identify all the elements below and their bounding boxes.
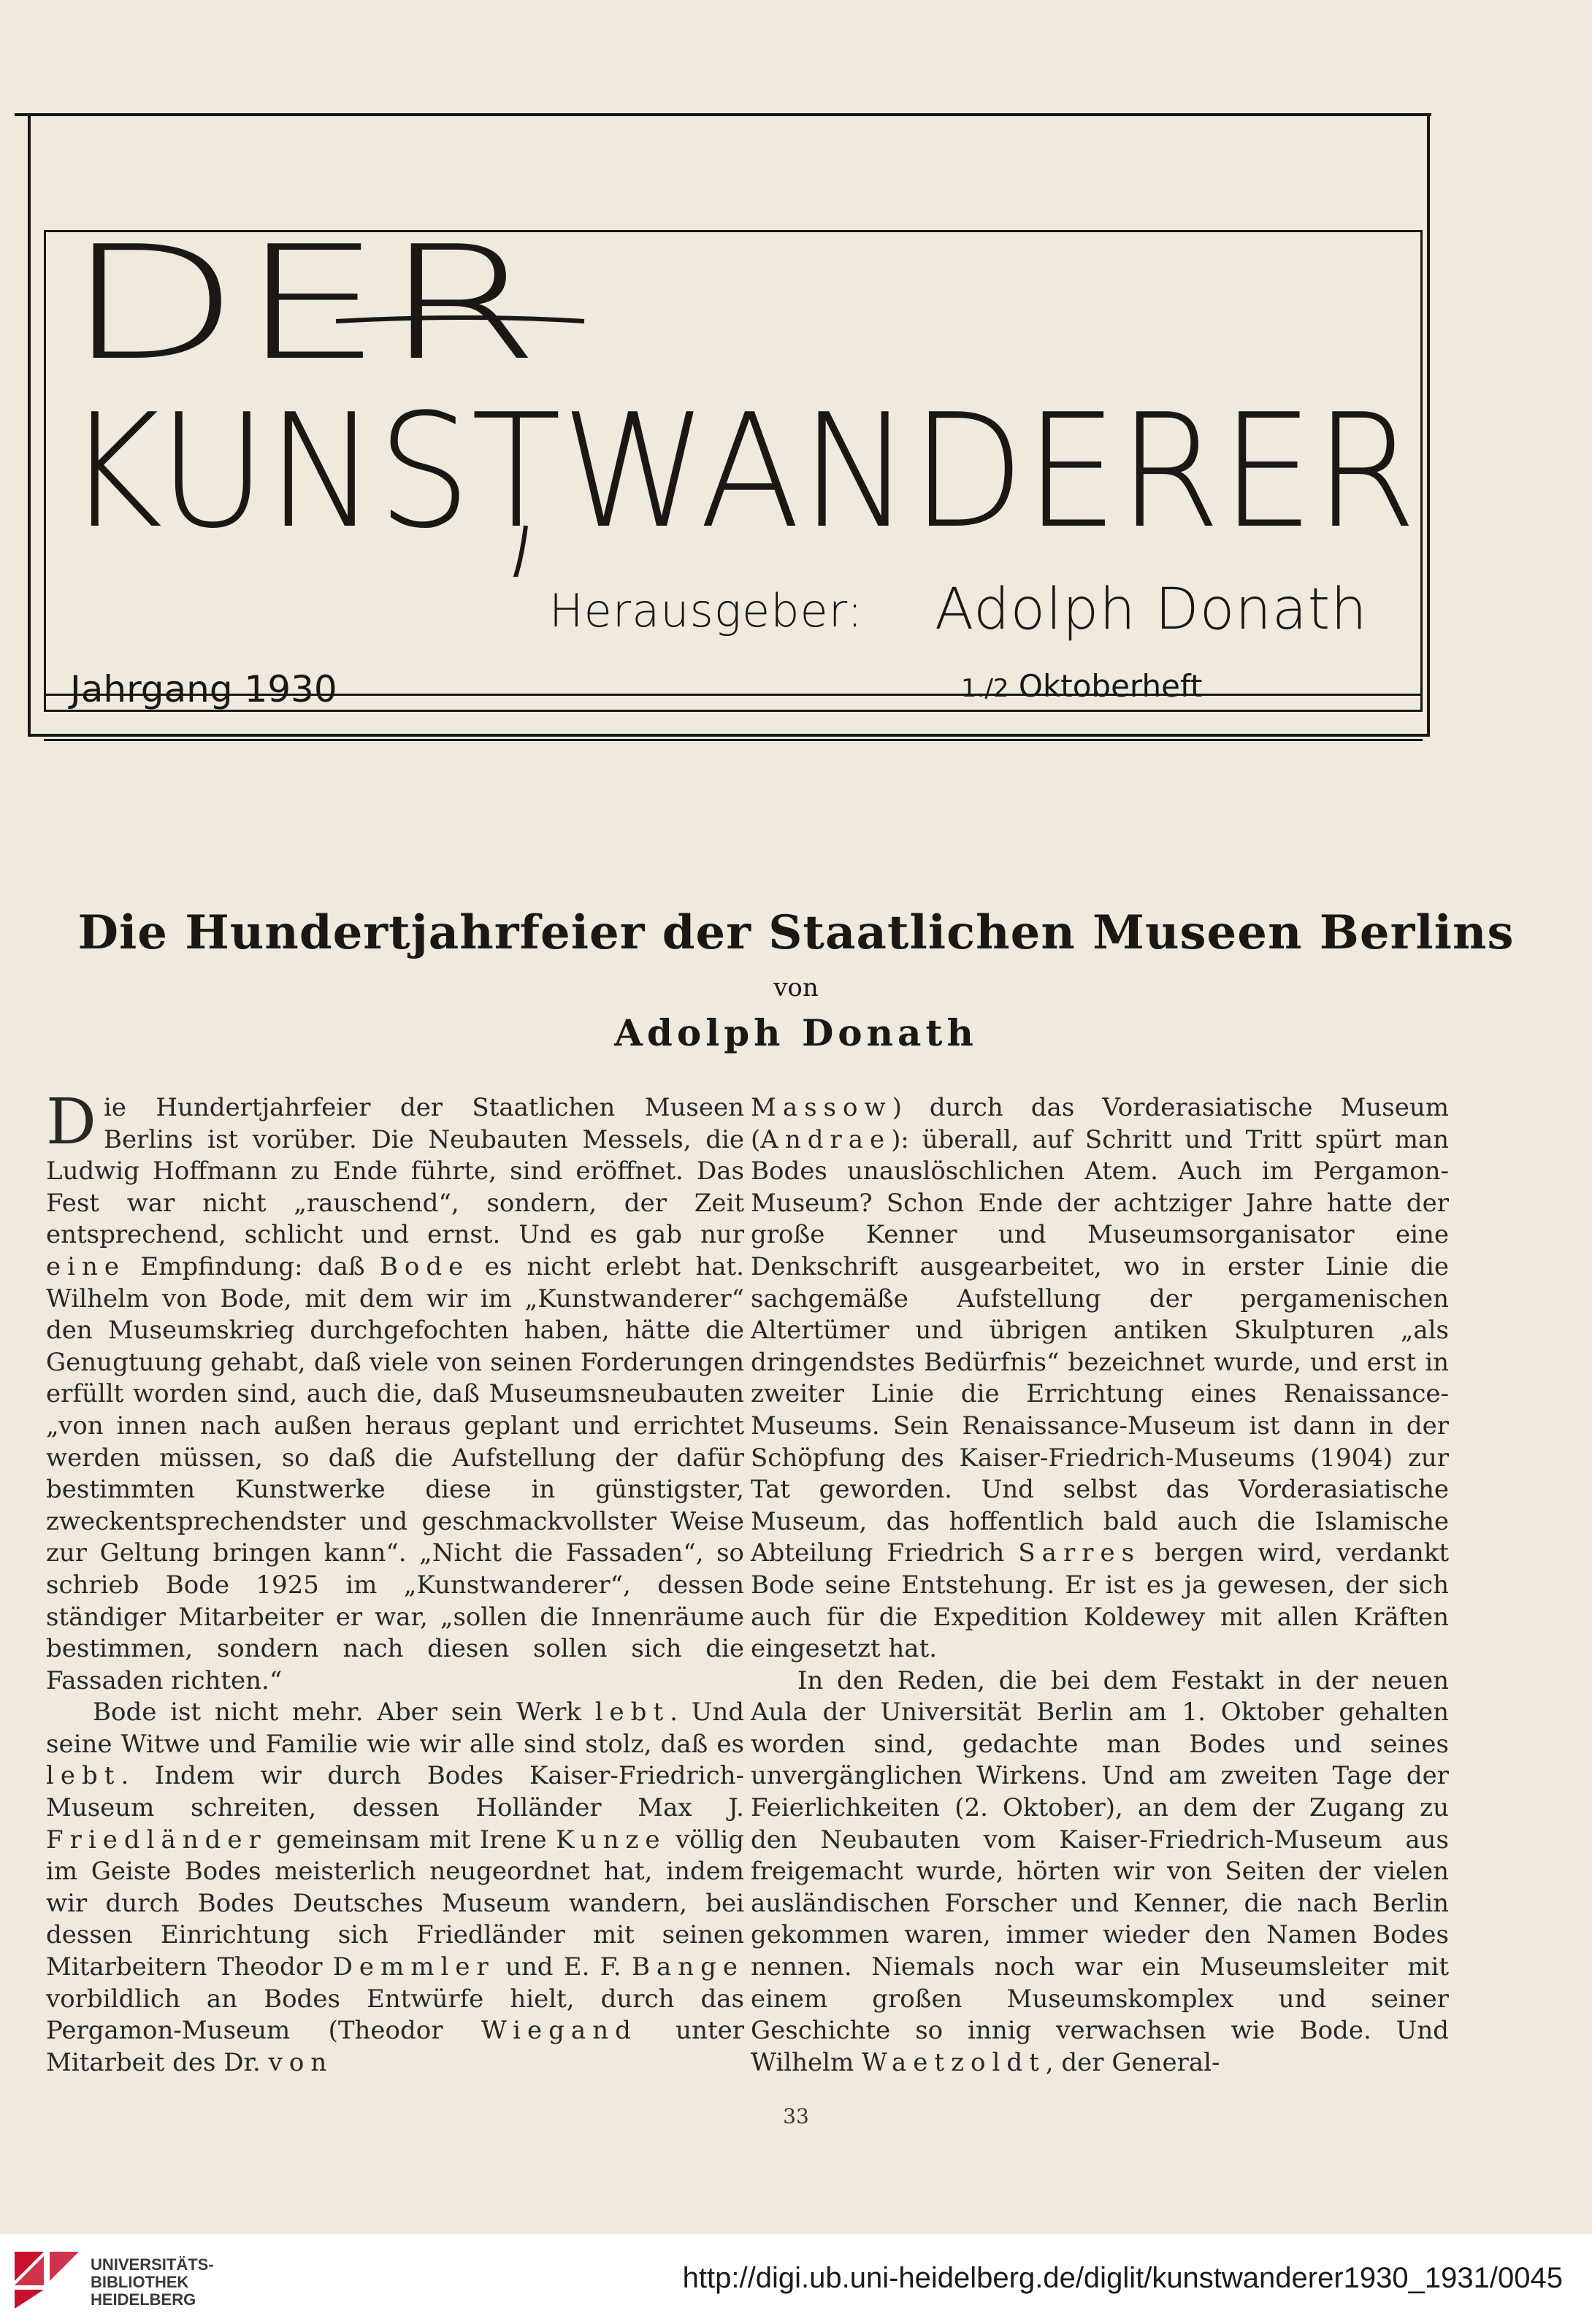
library-name: UNIVERSITÄTS- BIBLIOTHEK HEIDELBERG [91, 2255, 214, 2309]
masthead-title-line1: DER [66, 234, 540, 395]
article-author: Adolph Donath [614, 1011, 978, 1054]
publisher-name: Adolph Donath [935, 577, 1368, 643]
text-column-right [751, 1092, 1449, 2077]
byline-prefix: von [773, 973, 819, 1002]
issue-label [961, 668, 1202, 704]
masthead-title-line2: KUNSTWANDERER [66, 380, 1417, 563]
university-library-logo-icon [10, 2249, 83, 2315]
article-title: Die Hundertjahrfeier der Staatlichen Museen Berlins [77, 905, 1515, 960]
paragraph: Massow) durch das Vorderasiatische Museum (Andrae): überall, auf Schritt und Tritt spürt man Bodes unauslöschlichen Atem. Auch im Pergamon-Museum? Schon Ende der achtziger Jahre hatte der große Kenner und Museumsorganisator eine Denkschrift ausgearbeitet, wo in erster Linie die sachgemäße Aufstellung der pergamenischen Altertümer und übrigen antiken Skulpturen „als dringendstes Bedürfnis“ bezeichnet wurde, und erst in zweiter Linie die Errichtung eines Renaissance-Museums. Sein Renaissance-Museum ist dann in der Schöpfung des Kaiser-Friedrich-Museums (1904) zur Tat geworden. Und selbst das Vorderasiatische Museum, das hoffentlich bald auch die Islamische Abteilung Friedrich Sarres bergen wird, verdankt Bode seine Entstehung. Er ist es ja gewesen, der sich auch für die Expedition Koldewey mit allen Kräften eingesetzt hat. [751, 1093, 1449, 1664]
page-number: 33 [783, 2104, 809, 2128]
paragraph: Die Hundertjahrfeier der Staatlichen Museen Berlins ist vorüber. Die Neubauten Messels, die Ludwig Hoffmann zu Ende führte, sind eröffnet. Das Fest war nicht „rauschend“, sondern, der Zeit entsprechend, schlicht und ernst. Und es gab nur eine Empfindung: daß Bode es nicht erlebt hat. Wilhelm von Bode, mit dem wir im „Kunstwanderer“ den Museumskrieg durchgefochten haben, hätte die Genugtuung gehabt, daß viele von seinen Forderungen erfüllt worden sind, auch die, daß Museumsneubauten „von innen nach außen heraus geplant und errichtet werden müssen, so daß die Aufstellung der dafür bestimmten Kunstwerke diese in günstigster, zweckentsprechendster und geschmackvollster Weise zur Geltung bringen kann“. „Nicht die Fassaden“, so schrieb Bode 1925 im „Kunstwanderer“, dessen ständiger Mitarbeiter er war, „sollen die Innenräume bestimmen, sondern nach diesen sollen sich die Fassaden richten.“ [46, 1086, 744, 1695]
masthead-bottom-rule [44, 739, 1423, 741]
issue-month: Oktoberheft [1018, 668, 1203, 704]
paragraph: Bode ist nicht mehr. Aber sein Werk lebt. Und seine Witwe und Familie wie wir alle sind stolz, daß es lebt. Indem wir durch Bodes Kaiser-Friedrich-Museum schreiten, dessen Holländer Max J. Friedländer gemeinsam mit Irene Kunze völlig im Geiste Bodes meisterlich neugeordnet hat, indem wir durch Bodes Deutsches Museum wandern, bei dessen Einrichtung sich Friedländer mit seinen Mitarbeitern Theodor Demmler und E. F. Bange vorbildlich an Bodes Entwürfe hielt, durch das Pergamon-Museum (Theodor Wiegand unter Mitarbeit des Dr. von [46, 1698, 744, 2077]
text-column-left [46, 1086, 744, 2077]
publisher-label: Herausgeber: [549, 584, 863, 637]
issue-number: 1./2 [961, 674, 1009, 703]
paragraph: In den Reden, die bei dem Festakt in der neuen Aula der Universität Berlin am 1. Oktober gehalten worden sind, gedachte man Bodes und seines unvergänglichen Wirkens. Und am zweiten Tage der Feierlichkeiten (2. Oktober), an dem der Zugang zu den Neubauten vom Kaiser-Friedrich-Museum aus freigemacht wurde, hörten wir von Seiten der vielen ausländischen Forscher und Kenner, die nach Berlin gekommen waren, immer wieder den Namen Bodes nennen. Niemals noch war ein Museumsleiter mit einem großen Museumskomplex und seiner Geschichte so innig verwachsen wie Bode. Und Wilhelm Waetzoldt, der General- [751, 1665, 1449, 2077]
footer-bar [0, 2234, 1592, 2324]
masthead-title [58, 234, 1424, 577]
volume-label: Jahrgang 1930 [70, 668, 337, 710]
source-url-link[interactable]: http://digi.ub.uni-heidelberg.de/diglit/kunstwanderer1930_1931/0045 [682, 2262, 1563, 2294]
drop-cap: D [46, 1086, 96, 1159]
